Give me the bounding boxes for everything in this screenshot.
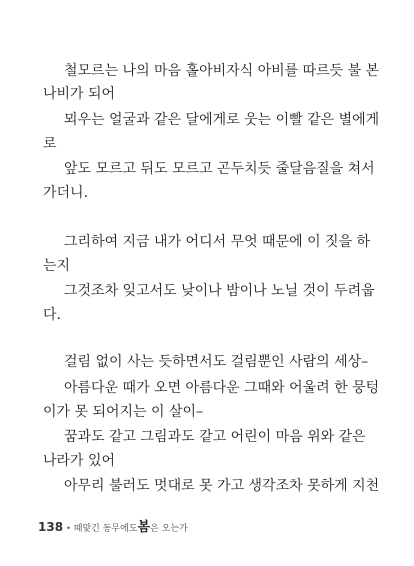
text-line: 앞도 모르고 뒤도 모르고 곤두치듯 줄달음질을 쳐서 <box>64 161 375 177</box>
text-line: 아무리 불러도 멋대로 못 가고 생각조차 못하게 지천 <box>64 478 380 494</box>
text-line: 걸림 없이 사는 듯하면서도 걸림뿐인 사람의 세상– <box>64 354 369 370</box>
footer-separator: • <box>66 524 71 533</box>
running-title-pre: 때맞긴 동무에도 <box>73 524 138 534</box>
running-title <box>74 516 188 535</box>
text-line: 뫼우는 얼굴과 같은 달에게로 웃는 이빨 같은 별에게 <box>64 112 380 128</box>
text-line: 가더니. <box>43 185 89 201</box>
text-line: 나라가 있어 <box>43 453 116 469</box>
text-line: 꿈과도 같고 그림과도 같고 어린이 마음 위와 같은 <box>64 429 366 445</box>
page-number: 138 <box>38 520 64 534</box>
text-line: 나비가 되어 <box>43 86 116 102</box>
text-line: 다. <box>43 307 61 323</box>
text-line: 이가 못 되어지는 이 살이– <box>43 404 204 420</box>
page-footer <box>38 516 188 536</box>
text-line: 아름다운 때가 오면 아름다운 그때와 어울려 한 뭉텅 <box>64 380 380 396</box>
text-line: 로 <box>43 136 57 152</box>
running-title-post: 은 오는가 <box>150 524 188 534</box>
text-line: 는지 <box>43 258 71 274</box>
text-line: 철모르는 나의 마음 홀아비자식 아비를 따르듯 불 본 <box>64 63 380 79</box>
text-line: 그것조차 잊고서도 낮이나 밤이나 노닐 것이 두려웁 <box>64 283 375 299</box>
text-line: 그리하여 지금 내가 어디서 무엇 때문에 이 짓을 하 <box>64 234 371 250</box>
running-title-emphasis: 봄 <box>137 520 151 535</box>
